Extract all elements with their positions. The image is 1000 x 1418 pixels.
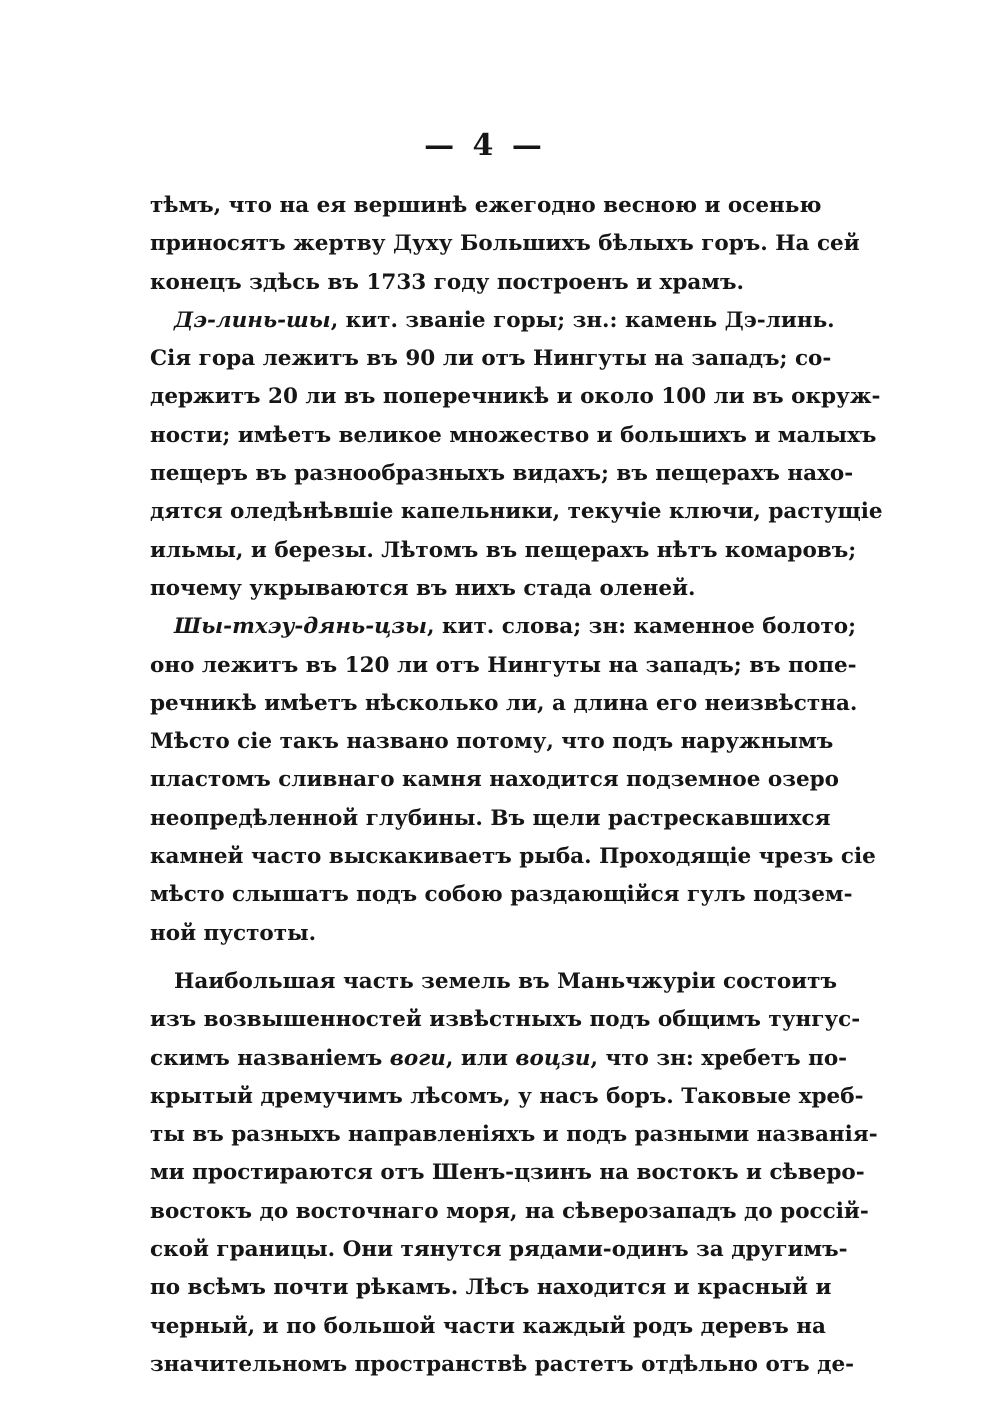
text-line: Наибольшая часть земель въ Маньчжуріи состоитъ bbox=[174, 968, 837, 994]
paragraph-2 bbox=[150, 302, 883, 608]
paragraph-1 bbox=[150, 187, 860, 302]
text-line: черный, и по большой части каждый родъ деревъ на bbox=[150, 1313, 826, 1339]
text-line: почему укрываются въ нихъ стада оленей. bbox=[150, 575, 696, 601]
text-line: ильмы, и березы. Лѣтомъ въ пещерахъ нѣтъ комаровъ; bbox=[150, 537, 857, 563]
text-line: дятся оледѣнѣвшіе капельники, текучіе ключи, растущіе bbox=[150, 499, 883, 525]
paragraph-4 bbox=[150, 963, 878, 1384]
term-italic: воги bbox=[389, 1045, 446, 1071]
text-line: камней часто выскакиваетъ рыба. Проходящіе чрезъ сіе bbox=[150, 844, 876, 870]
paragraph-3 bbox=[150, 608, 876, 953]
text-line: конецъ здѣсь въ 1733 году построенъ и храмъ. bbox=[150, 269, 744, 295]
text-line: крытый дремучимъ лѣсомъ, у насъ боръ. Таковые хреб- bbox=[150, 1083, 864, 1109]
text-span: , или bbox=[445, 1045, 516, 1071]
text-line: ности; имѣетъ великое множество и большихъ и малыхъ bbox=[150, 422, 877, 448]
term-italic: воцзи bbox=[515, 1045, 591, 1071]
text-line bbox=[150, 608, 857, 646]
text-line: держитъ 20 ли въ поперечникѣ и около 100 ли въ окруж- bbox=[150, 384, 881, 410]
text-line: ты въ разныхъ направленіяхъ и подъ разными названія- bbox=[150, 1122, 878, 1148]
text-line: неопредѣленной глубины. Въ щели растрескавшихся bbox=[150, 805, 831, 831]
text-line: мѣсто слышатъ подъ собою раздающійся гулъ подзем- bbox=[150, 882, 853, 908]
text-span: скимъ названіемъ bbox=[150, 1045, 390, 1071]
text-line: ной пустоты. bbox=[150, 920, 317, 946]
term-italic: Шы-тхэу-дянь-цзы bbox=[174, 614, 427, 640]
text-line: ской границы. Они тянутся рядами-одинъ за другимъ- bbox=[150, 1237, 848, 1263]
text-line: изъ возвышенностей извѣстныхъ подъ общимъ тунгус- bbox=[150, 1007, 861, 1033]
text-line: пластомъ сливнаго камня находится подземное озеро bbox=[150, 767, 839, 793]
text-line: Сія гора лежитъ въ 90 ли отъ Нингуты на западъ; со- bbox=[150, 346, 832, 372]
text-span: , кит. званіе горы; зн.: камень Дэ-линь. bbox=[330, 307, 835, 333]
body-text bbox=[150, 187, 883, 1384]
text-span: , что зн: хребетъ по- bbox=[590, 1045, 848, 1071]
text-line: по всѣмъ почти рѣкамъ. Лѣсъ находится и красный и bbox=[150, 1275, 832, 1301]
text-line: приносятъ жертву Духу Большихъ бѣлыхъ горъ. На сей bbox=[150, 231, 860, 257]
text-line: пещеръ въ разнообразныхъ видахъ; въ пещерахъ нахо- bbox=[150, 461, 854, 487]
text-line bbox=[150, 302, 835, 340]
page-number: — 4 — bbox=[424, 128, 546, 163]
paragraph-gap bbox=[150, 953, 816, 963]
text-line: тѣмъ, что на ея вершинѣ ежегодно весною и осенью bbox=[150, 193, 822, 218]
text-line: ми простираются отъ Шенъ-цзинъ на востокъ и сѣверо- bbox=[150, 1160, 865, 1186]
term-italic: Дэ-линь-шы bbox=[174, 307, 331, 333]
text-span: , кит. слова; зн: каменное болото; bbox=[427, 614, 857, 640]
text-line: оно лежитъ въ 120 ли отъ Нингуты на западъ; въ попе- bbox=[150, 652, 857, 678]
text-line: значительномъ пространствѣ растетъ отдѣльно отъ де- bbox=[150, 1351, 855, 1377]
text-line: востокъ до восточнаго моря, на сѣверозападъ до россій- bbox=[150, 1198, 869, 1224]
text-line: Мѣсто сіе такъ названо потому, что подъ наружнымъ bbox=[150, 729, 834, 755]
text-line bbox=[150, 1040, 848, 1078]
text-line: речникѣ имѣетъ нѣсколько ли, а длина его неизвѣстна. bbox=[150, 690, 858, 716]
